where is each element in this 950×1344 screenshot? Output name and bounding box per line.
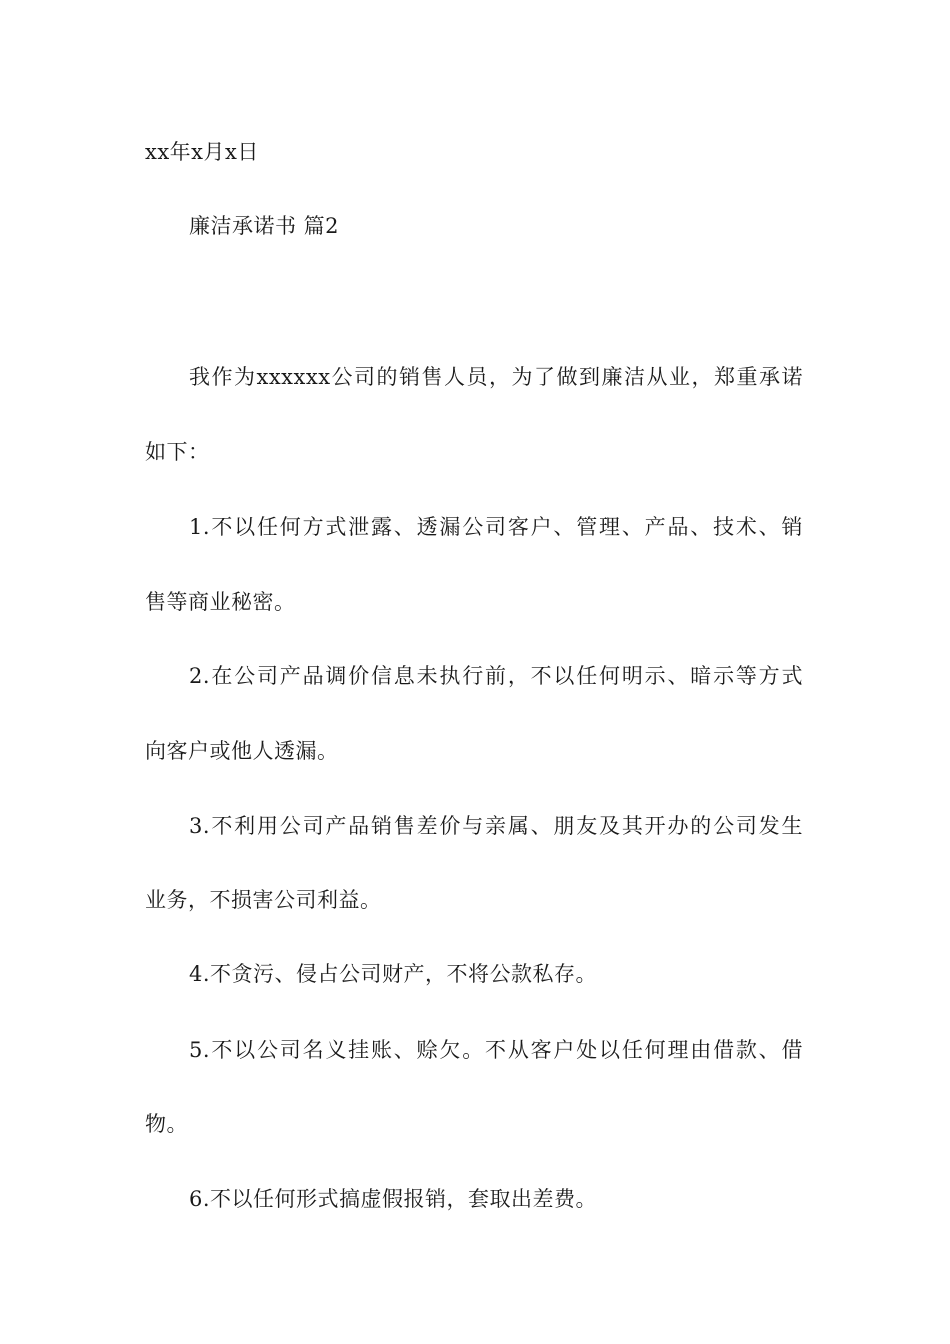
item-1-line-2: 售等商业秘密。 [145,590,296,614]
item-3-line-1: 3.不利用公司产品销售差价与亲属、朋友及其开办的公司发生 [189,814,803,838]
intro-line-2: 如下： [145,440,210,464]
item-1-line-1: 1.不以任何方式泄露、透漏公司客户、管理、产品、技术、销 [189,515,803,539]
item-4-line-1: 4.不贪污、侵占公司财产，不将公款私存。 [189,962,598,986]
item-3-line-2: 业务，不损害公司利益。 [145,888,382,912]
date-line: xx年x月x日 [145,140,259,164]
item-5-line-2: 物。 [145,1112,188,1136]
item-2-line-2: 向客户或他人透漏。 [145,739,339,763]
item-2-line-1: 2.在公司产品调价信息未执行前，不以任何明示、暗示等方式 [189,664,803,688]
item-6-line-1: 6.不以任何形式搞虚假报销，套取出差费。 [189,1187,598,1211]
item-5-line-1: 5.不以公司名义挂账、赊欠。不从客户处以任何理由借款、借 [189,1038,803,1062]
document-heading: 廉洁承诺书 篇2 [189,214,340,238]
intro-line-1: 我作为xxxxxx公司的销售人员，为了做到廉洁从业，郑重承诺 [189,365,803,389]
